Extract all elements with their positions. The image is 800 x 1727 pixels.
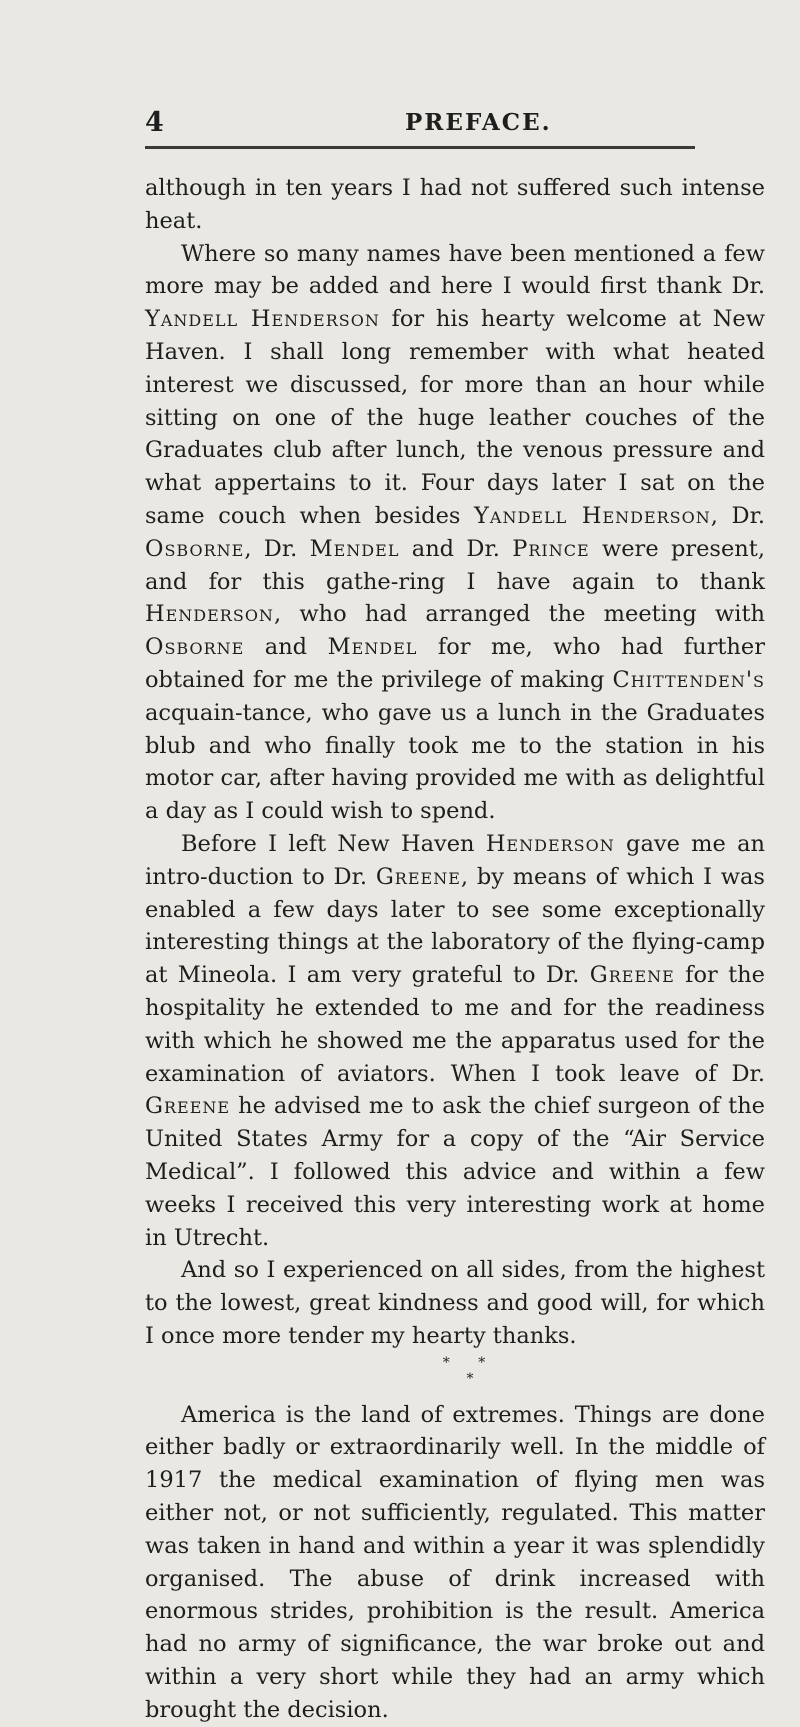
text-run: America is the land of extremes. Things are done either badly or extraordinarily well. In the middle of 1917 the medical examination of flying men was either not, or not sufficiently, regulated. This matter was taken in hand and within a year it was splendidly organised. The abuse of drink increased with enormous strides, prohibition is the result. America had no army of significance, the war broke out and within a very short while they had an army which brought the decision. — [145, 1401, 765, 1723]
paragraph-2 — [145, 238, 765, 828]
separator-stars-top: * * — [442, 1354, 498, 1371]
text-run: , who had arranged the meeting with — [273, 601, 765, 628]
separator-star-bottom: * — [466, 1370, 474, 1387]
text-run: although in ten years I had not suffered such intense heat. — [145, 175, 765, 234]
person-name: Osborne — [145, 634, 245, 661]
body-text — [145, 172, 765, 1727]
text-run: were present, and for this gathe-ring I have again to thank — [145, 535, 765, 595]
paragraph-4 — [145, 1254, 765, 1352]
person-name: Henderson — [485, 830, 615, 857]
person-name: Greene — [375, 863, 461, 890]
person-name: Chittenden's — [612, 666, 765, 693]
person-name: Prince — [512, 535, 590, 562]
text-run: for his hearty welcome at New Haven. I shall long remember with what heated interest we discussed, for more than an hour while sitting on one of the huge leather couches of the Graduates club after lunch, the venous pressure and what appertains to it. Four days later I sat on the same couch when besides — [145, 306, 765, 529]
text-run: Where so many names have been mentioned a few more may be added and here I would first thank Dr. — [145, 240, 765, 300]
text-run: acquain-tance, who gave us a lunch in the Graduates blub and who finally took me to the station in his motor car, after having provided me with as delightful a day as I could wish to spend. — [145, 699, 765, 825]
page-number: 4 — [145, 107, 164, 138]
page-header — [145, 103, 695, 143]
person-name: Mendel — [327, 634, 418, 661]
paragraph-3 — [145, 828, 765, 1254]
person-name: Osborne — [145, 535, 245, 562]
paragraph-5 — [145, 1399, 765, 1727]
text-run: gave me an intro-duction to Dr. — [145, 830, 766, 890]
person-name: Yandell Henderson — [145, 306, 380, 333]
text-run: , by means of which I was enabled a few days later to see some exceptionally interesting things at the laboratory of the flying-camp at Mineola. I am very grateful to Dr. — [145, 863, 765, 989]
text-run: and — [244, 634, 328, 661]
text-run: and Dr. — [399, 535, 513, 562]
text-run: for the hospitality he extended to me and for the readiness with which he showed me the apparatus used for the examination of aviators. When I took leave of Dr. — [145, 962, 765, 1087]
text-run: for me, who had further obtained for me the privilege of making — [145, 634, 765, 693]
running-head: PREFACE. — [405, 109, 552, 136]
text-run: Before I left New Haven — [181, 830, 486, 857]
text-run: he advised me to ask the chief surgeon of the United States Army for a copy of the “Air Service Medical”. I followed this advice and within a few weeks I received this very interesting work at home in Utrecht. — [145, 1093, 765, 1251]
text-run: , Dr. — [244, 535, 310, 562]
text-run: , Dr. — [710, 502, 765, 529]
header-rule — [145, 146, 695, 149]
person-name: Greene — [145, 1093, 231, 1120]
person-name: Yandell Henderson — [474, 502, 711, 529]
paragraph-1 — [145, 172, 765, 238]
text-run: And so I experienced on all sides, from the highest to the lowest, great kindness and good will, for which I once more tender my hearty thanks. — [145, 1257, 765, 1349]
person-name: Mendel — [309, 535, 400, 562]
person-name: Greene — [589, 962, 675, 989]
person-name: Henderson — [145, 601, 274, 628]
